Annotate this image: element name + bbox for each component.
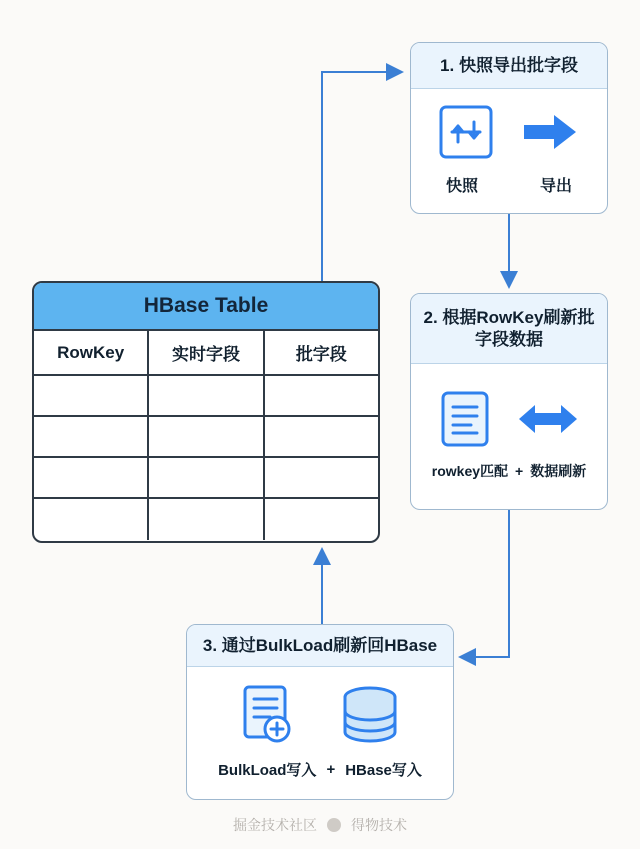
step-1-body [411, 89, 607, 213]
column-header-batch-field: 批字段 [295, 345, 347, 364]
step-3-label-hbase-write: HBase写入 [345, 762, 422, 779]
step-1-snapshot-export [410, 42, 608, 214]
watermark-avatar-icon [327, 818, 341, 832]
step-3-bulkload-write-back [186, 624, 454, 800]
table-cell [34, 417, 149, 456]
database-icon [339, 684, 401, 751]
hbase-table [32, 281, 380, 543]
step-1-title: 1. 快照导出批字段 [411, 43, 607, 89]
step-3-body [187, 667, 453, 799]
table-row [34, 458, 378, 499]
watermark [0, 815, 640, 835]
step-2-body [411, 364, 607, 509]
step-3-title: 3. 通过BulkLoad刷新回HBase [187, 625, 453, 667]
step-2-label-plus: + [515, 463, 524, 479]
step-2-label-data-refresh: 数据刷新 [530, 463, 587, 479]
table-cell [34, 499, 149, 540]
step-2-label-row [432, 461, 586, 481]
export-arrow-icon [520, 110, 580, 159]
column-header-rowkey: RowKey [34, 331, 149, 374]
table-cell [265, 499, 378, 540]
table-cell [149, 458, 264, 497]
table-cell [265, 458, 378, 497]
step-3-label-bulkload-write: BulkLoad写入 [218, 762, 317, 779]
table-cell [34, 376, 149, 415]
step-1-icon-row [438, 104, 580, 165]
step-3-icon-row [239, 684, 401, 751]
step-3-label-row [218, 759, 422, 780]
watermark-left-text: 掘金技术社区 [233, 817, 317, 833]
bidirectional-arrow-icon [517, 397, 579, 446]
table-cell [34, 458, 149, 497]
step-2-refresh-by-rowkey [410, 293, 608, 510]
table-row [34, 499, 378, 540]
step-2-title: 2. 根据RowKey刷新批字段数据 [411, 294, 607, 364]
step-1-label-export: 导出 [539, 178, 572, 195]
step-2-label-rowkey-match: rowkey匹配 [431, 463, 509, 479]
table-cell [149, 417, 264, 456]
snapshot-icon [438, 104, 494, 165]
table-row [34, 376, 378, 417]
hbase-table-header-row [34, 331, 378, 376]
column-header-realtime-field: 实时字段 [149, 331, 264, 374]
table-cell [265, 417, 378, 456]
step-3-label-plus: + [326, 761, 336, 778]
hbase-table-title: HBase Table [34, 283, 378, 331]
step-1-label-row [425, 173, 593, 196]
table-cell [149, 376, 264, 415]
document-lines-icon [439, 390, 491, 453]
table-cell [265, 376, 378, 415]
step-2-icon-row [439, 390, 579, 453]
table-cell [149, 499, 264, 540]
document-plus-icon [239, 684, 295, 751]
step-1-label-snapshot: 快照 [445, 178, 478, 195]
table-row [34, 417, 378, 458]
watermark-right-text: 得物技术 [351, 817, 407, 833]
